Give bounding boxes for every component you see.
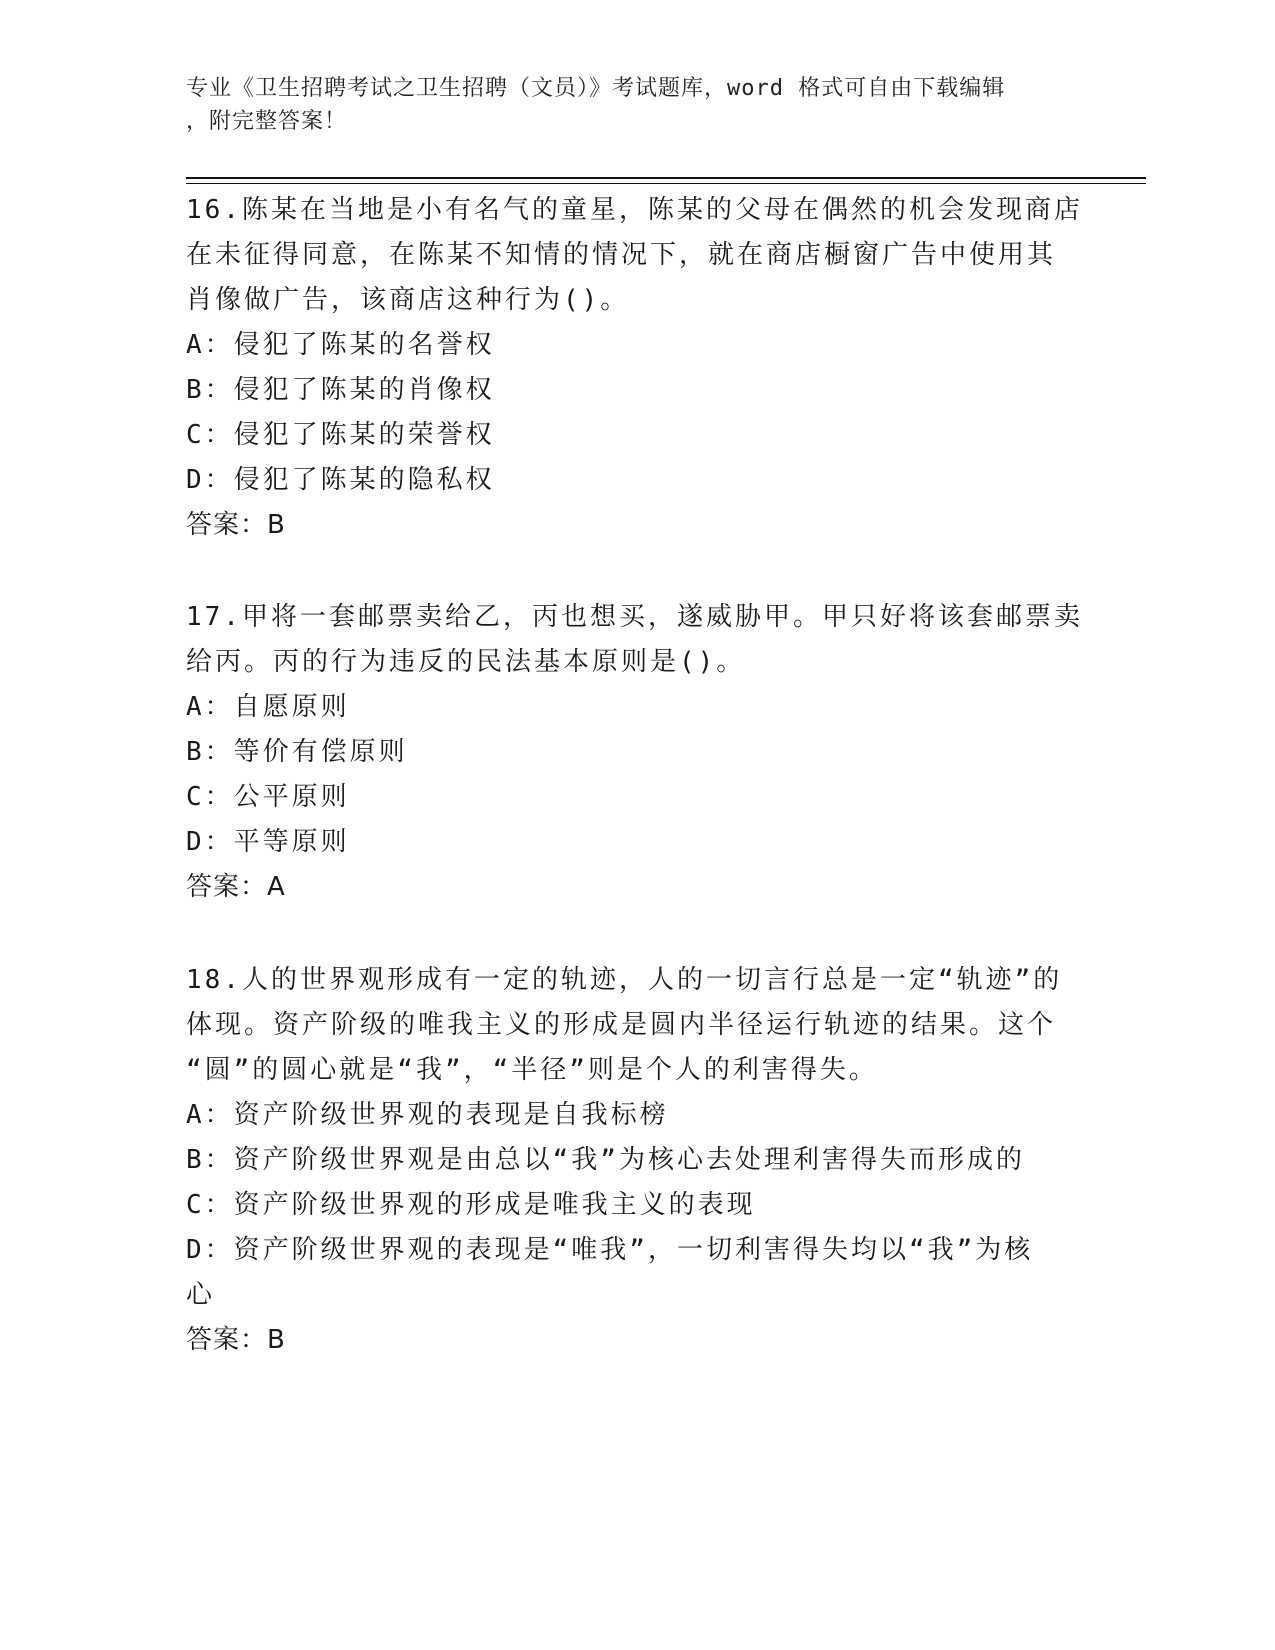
option-d: D：侵犯了陈某的隐私权 — [186, 465, 495, 495]
question-stem — [186, 595, 1086, 685]
stem-line: 18.人的世界观形成有一定的轨迹，人的一切言行总是一定“轨迹”的 — [186, 965, 1063, 995]
option-b: B：资产阶级世界观是由总以“我”为核心去处理利害得失而形成的 — [186, 1145, 1025, 1175]
option-d: D：平等原则 — [186, 827, 350, 857]
document-header — [186, 72, 1086, 138]
stem-line: 在未征得同意，在陈某不知情的情况下，就在商店橱窗广告中使用其 — [186, 240, 1057, 270]
stem-line: “圆”的圆心就是“我”，“半径”则是个人的利害得失。 — [186, 1055, 878, 1085]
stem-line: 17.甲将一套邮票卖给乙，丙也想买，遂威胁甲。甲只好将该套邮票卖 — [186, 602, 1083, 632]
option-d-continued: 心 — [186, 1280, 216, 1310]
header-divider-thick — [186, 177, 1146, 179]
answer: 答案：B — [186, 510, 286, 540]
stem-line: 给丙。丙的行为违反的民法基本原则是()。 — [186, 647, 746, 677]
question-16 — [186, 188, 1086, 548]
header-line-2: ，附完整答案！ — [186, 109, 348, 134]
stem-line: 体现。资产阶级的唯我主义的形成是圆内半径运行轨迹的结果。这个 — [186, 1010, 1057, 1040]
option-a: A：侵犯了陈某的名誉权 — [186, 330, 495, 360]
question-18 — [186, 958, 1086, 1363]
option-c: C：侵犯了陈某的荣誉权 — [186, 420, 495, 450]
answer: 答案：B — [186, 1325, 286, 1355]
question-17 — [186, 595, 1086, 910]
option-a: A：资产阶级世界观的表现是自我标榜 — [186, 1100, 669, 1130]
option-b: B：侵犯了陈某的肖像权 — [186, 375, 495, 405]
option-d: D：资产阶级世界观的表现是“唯我”，一切利害得失均以“我”为核 — [186, 1235, 1034, 1265]
question-stem — [186, 188, 1086, 323]
header-line-1: 专业《卫生招聘考试之卫生招聘（文员）》考试题库，word 格式可自由下载编辑 — [186, 76, 1006, 101]
question-stem — [186, 958, 1086, 1093]
option-c: C：资产阶级世界观的形成是唯我主义的表现 — [186, 1190, 756, 1220]
option-c: C：公平原则 — [186, 782, 350, 812]
header-divider-thin — [186, 183, 1146, 184]
option-a: A：自愿原则 — [186, 692, 350, 722]
stem-line: 肖像做广告，该商店这种行为()。 — [186, 285, 630, 315]
option-b: B：等价有偿原则 — [186, 737, 408, 767]
stem-line: 16.陈某在当地是小有名气的童星，陈某的父母在偶然的机会发现商店 — [186, 195, 1083, 225]
answer: 答案：A — [186, 872, 286, 902]
